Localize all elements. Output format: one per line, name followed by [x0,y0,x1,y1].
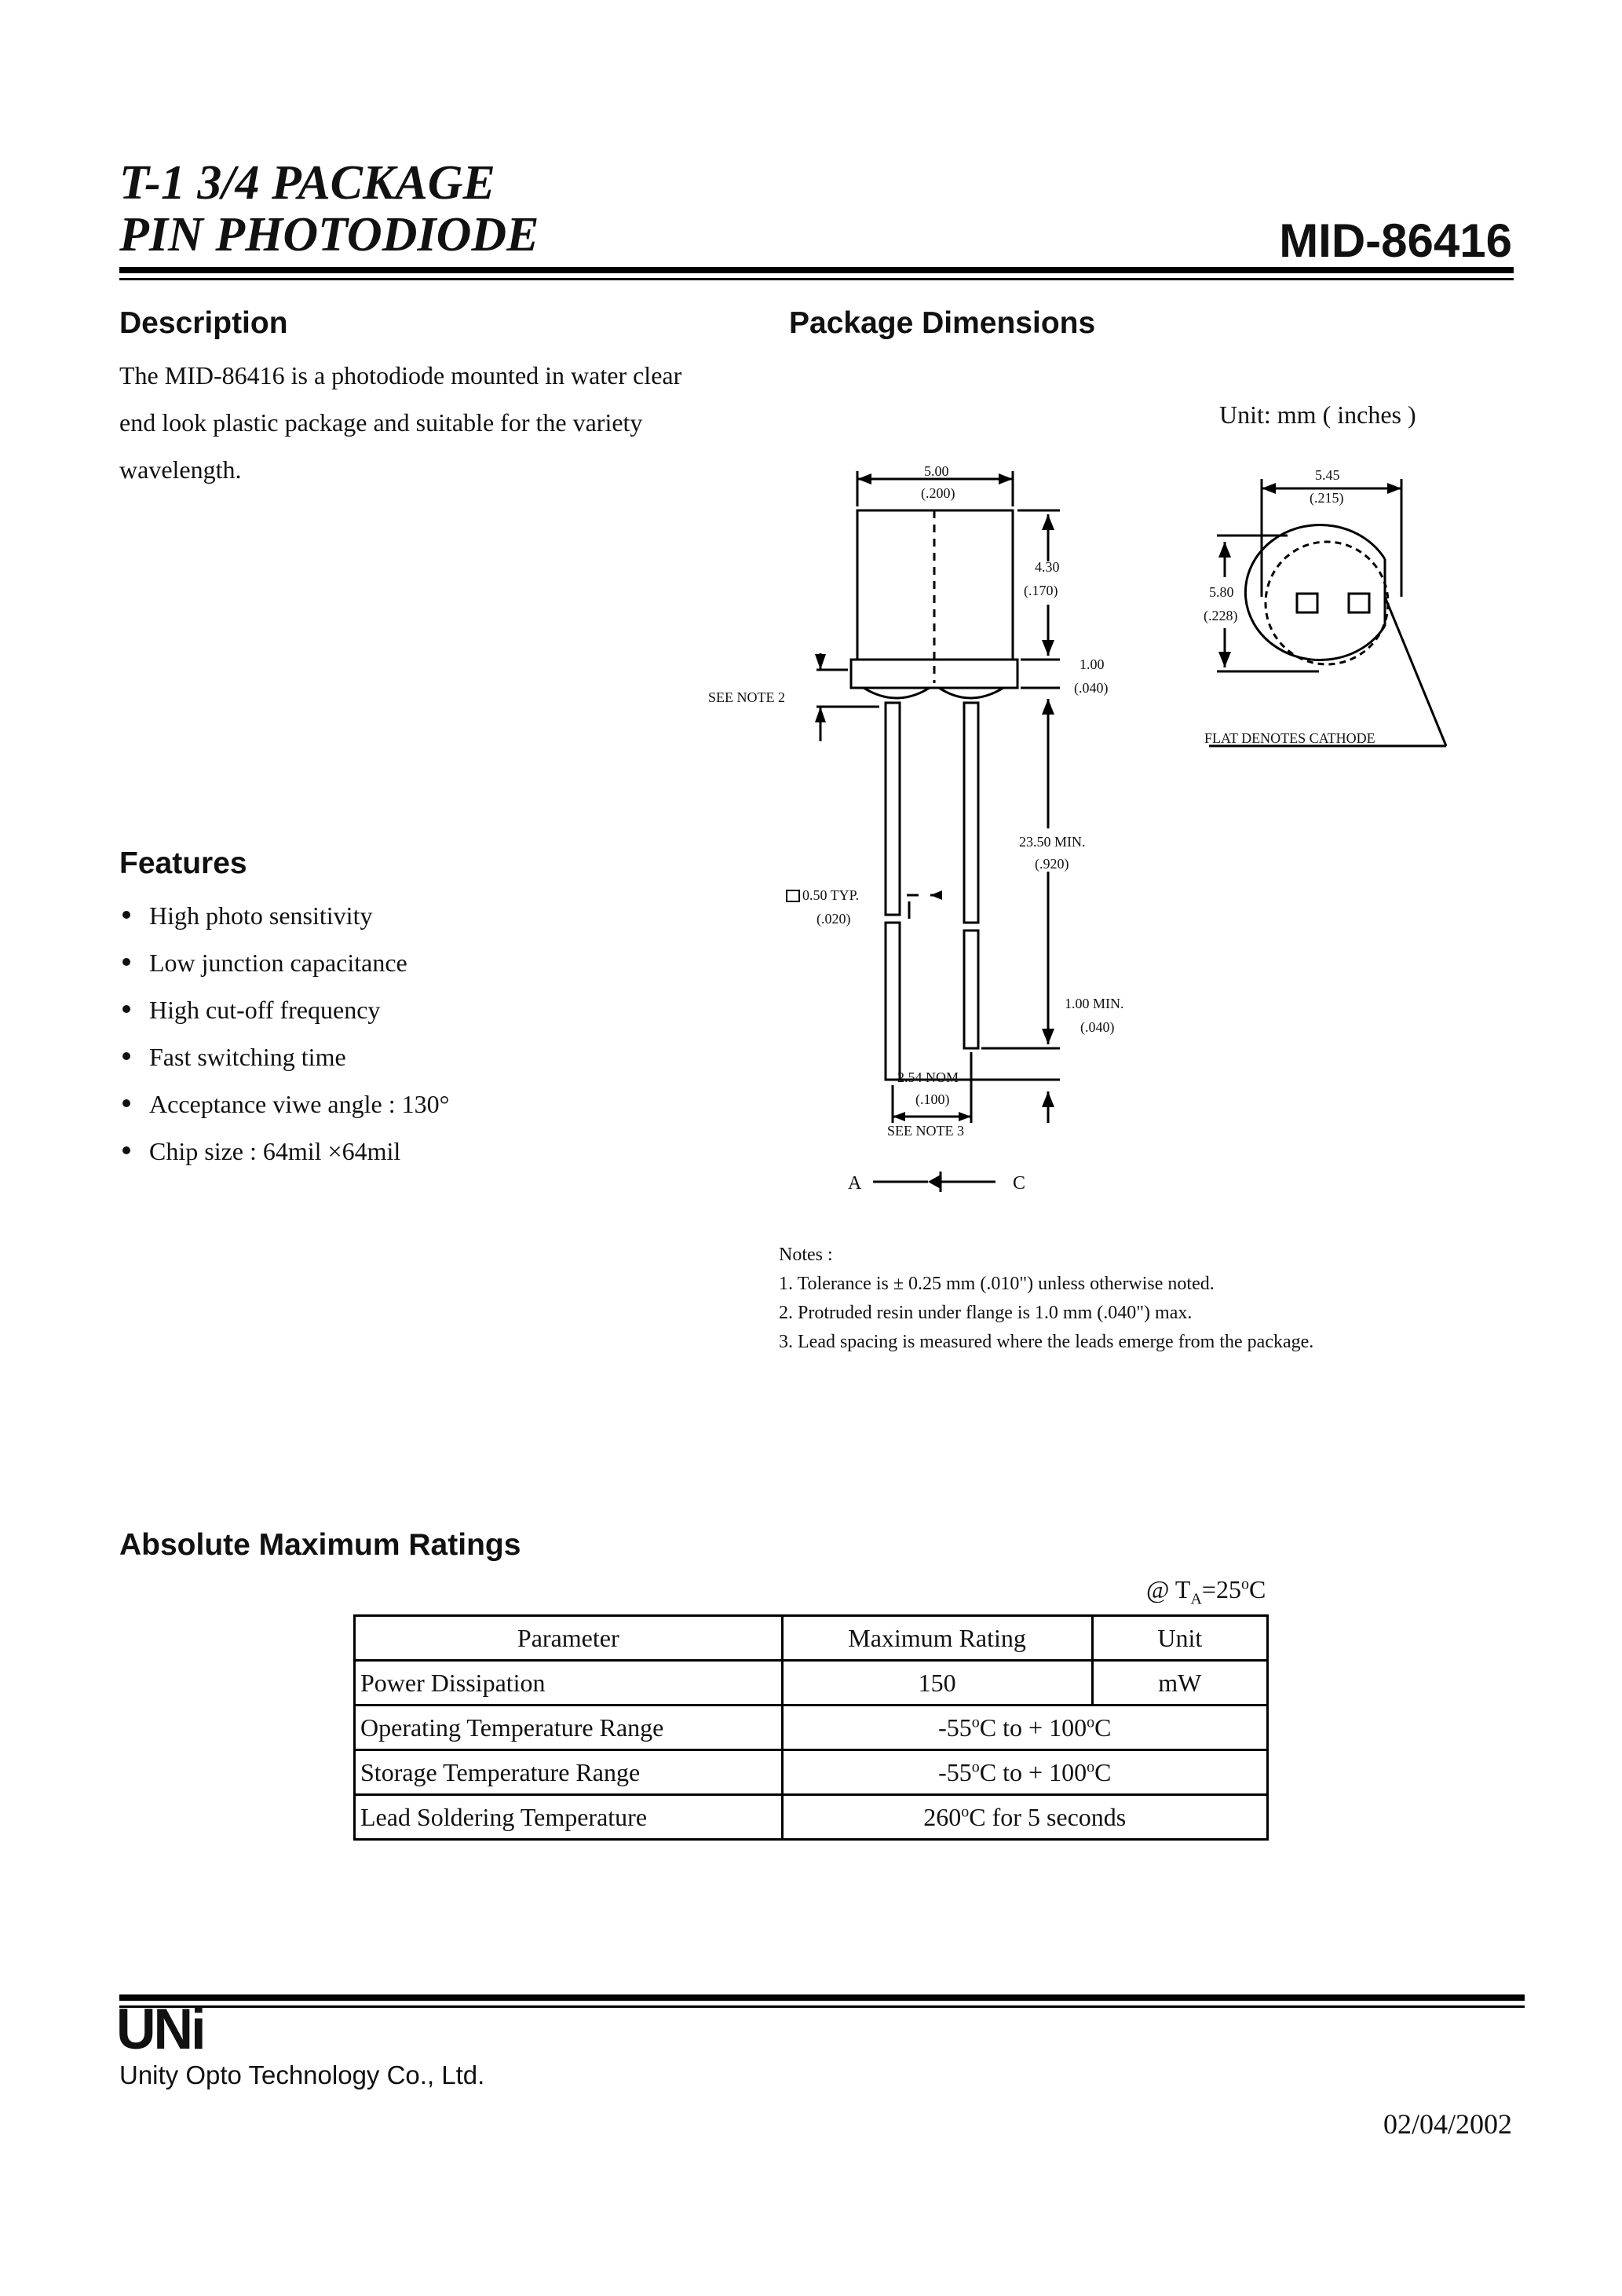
description-line: wavelength. [119,455,242,484]
chip-pad [1349,594,1369,612]
description-text [119,352,763,493]
dim-lead-mm: 23.50 MIN. [1019,834,1086,850]
feature-item: Fast switching time [119,1033,763,1080]
dim-lead-square-mm: 0.50 TYP. [802,887,860,903]
dim-top-height-mm: 5.80 [1209,584,1234,600]
notes-heading: Notes : [779,1245,833,1265]
description-line: end look plastic package and suitable for the variety [119,408,643,437]
dim-flange-mm: 1.00 [1080,656,1105,672]
part-number: MID-86416 [1279,214,1512,267]
footer-rule-thin [119,2005,1525,2008]
dim-lead-in: (.920) [1035,856,1069,872]
feature-item: Acceptance viwe angle : 130° [119,1080,763,1128]
table-row [355,1750,1268,1795]
cathode-label: C [1013,1173,1026,1194]
rating-cell: -55$^o$C to + $100^oC$ [782,1750,1267,1795]
anode-label: A [848,1173,862,1194]
note-item: 1. Tolerance is ± 0.25 mm (.010") unless otherwise noted. [779,1274,1215,1294]
lead-right-lower [964,930,978,1048]
header-rule-thick [119,267,1514,273]
rating-cell: 260$^o$C for 5 seconds [782,1795,1267,1840]
title-line-2: PIN PHOTODIODE [119,208,539,261]
resin-bump [939,688,1003,698]
column-header: Maximum Rating [782,1616,1092,1661]
column-header: Parameter [355,1616,783,1661]
dim-spacing-mm: 2.54 NOM [897,1069,959,1085]
resin-bump [864,688,930,698]
lead-left-upper [886,703,900,915]
column-header: Unit [1092,1616,1267,1661]
unit-cell: mW [1092,1661,1267,1706]
bullet-icon [122,1146,130,1154]
dim-width-mm: 5.00 [924,463,949,479]
note-item: 3. Lead spacing is measured where the leads emerge from the package. [779,1332,1314,1352]
bullet-icon [122,1005,130,1013]
description-heading: Description [119,306,288,340]
ratings-condition: @ $T_A=25^oC$ [1146,1575,1266,1608]
flat-cathode-note: FLAT DENOTES CATHODE [1204,730,1375,746]
company-name: Unity Opto Technology Co., Ltd. [119,2060,485,2089]
bullet-icon [122,911,130,919]
notes [779,1241,1564,1357]
footer-rule-thick [119,1994,1525,2001]
header-rule-thin [119,278,1514,280]
dim-width-in: (.200) [921,485,955,501]
table-row [355,1706,1268,1750]
document-date: 02/04/2002 [1383,2108,1512,2140]
feature-item: High cut-off frequency [119,986,763,1033]
package-drawing [691,448,1554,1209]
lead-left-lower [886,923,900,1080]
dim-lead-end-mm: 1.00 MIN. [1065,996,1124,1011]
dim-height-in: (.170) [1024,583,1058,598]
table-row [355,1661,1268,1706]
dim-height-mm: 4.30 [1035,559,1060,575]
chip-pad [1297,594,1317,612]
dim-top-height-in: (.228) [1204,608,1238,623]
dim-lead-end-in: (.040) [1080,1019,1115,1035]
unit-label: Unit: mm ( inches ) [1219,400,1416,429]
parameter-cell: Operating Temperature Range [355,1706,783,1750]
rating-cell: -55$^o$C to + $100^oC$ [782,1706,1267,1750]
title-line-1: T-1 3/4 PACKAGE [119,156,495,210]
parameter-cell: Power Dissipation [355,1661,783,1706]
rating-cell: 150 [782,1661,1092,1706]
see-note-2: SEE NOTE 2 [708,689,785,705]
bullet-icon [122,1099,130,1107]
feature-item: High photo sensitivity [119,892,763,939]
feature-item: Chip size : 64mil ×64mil [119,1128,763,1175]
feature-item: Low junction capacitance [119,939,763,986]
description-line: The MID-86416 is a photodiode mounted in water clear [119,361,682,389]
table-header-row [355,1616,1268,1661]
see-note-3: SEE NOTE 3 [887,1123,964,1139]
dim-spacing-in: (.100) [915,1091,950,1107]
bullet-icon [122,1052,130,1060]
features-heading: Features [119,846,247,880]
dim-flange-in: (.040) [1074,680,1109,696]
uni-logo: UNi [116,1997,204,2061]
ratings-table [353,1614,1269,1841]
note-item: 2. Protruded resin under flange is 1.0 mm (.040") max. [779,1303,1193,1323]
bullet-icon [122,958,130,966]
ratings-heading: Absolute Maximum Ratings [119,1528,521,1562]
dim-lead-square-in: (.020) [816,911,851,927]
features-list [119,892,763,1175]
lead-right-upper [964,703,978,923]
parameter-cell: Storage Temperature Range [355,1750,783,1795]
dim-top-width-mm: 5.45 [1315,467,1340,483]
package-heading: Package Dimensions [789,306,1096,340]
parameter-cell: Lead Soldering Temperature [355,1795,783,1840]
table-row [355,1795,1268,1840]
dim-top-width-in: (.215) [1310,490,1344,506]
